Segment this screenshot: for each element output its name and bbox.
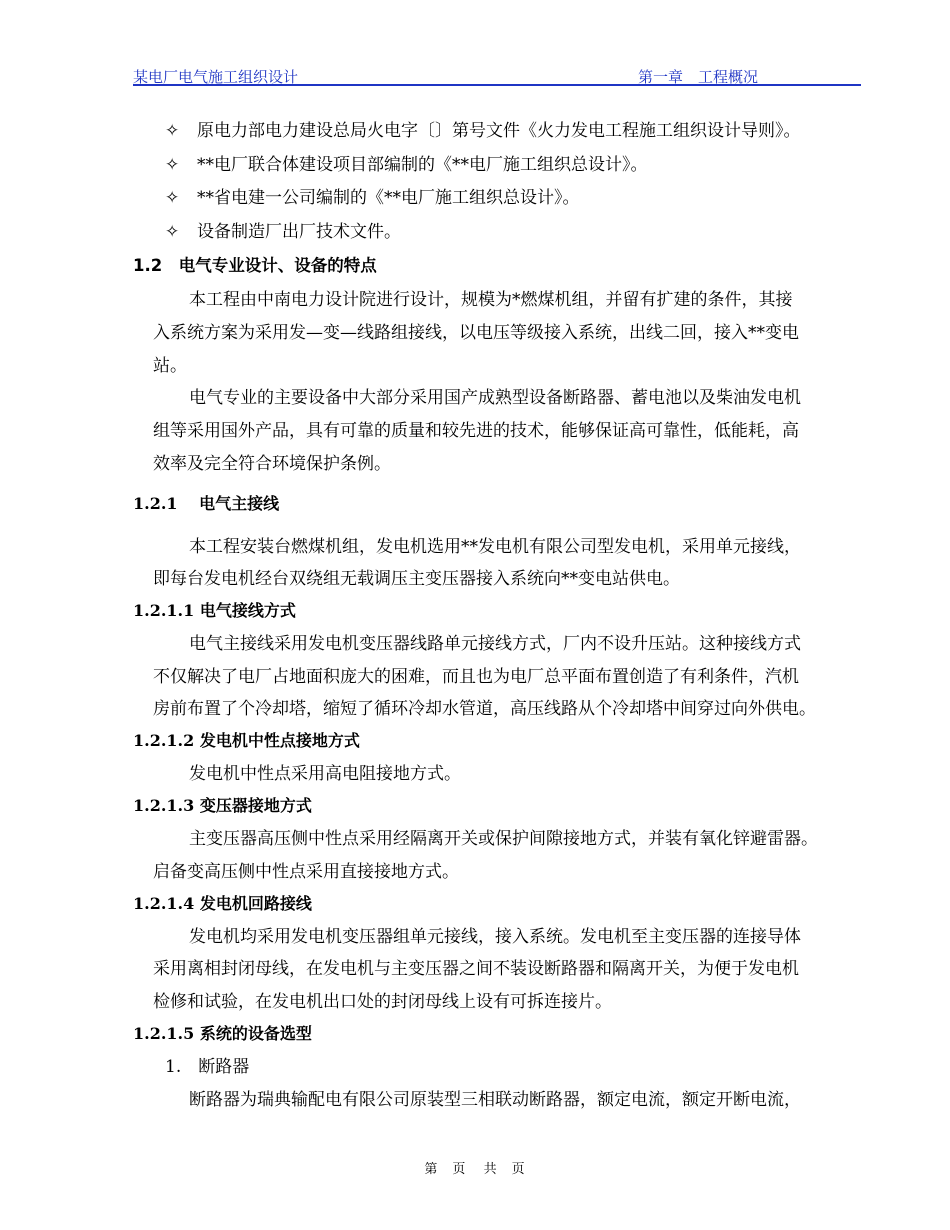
paragraph-line: 电气主接线采用发电机变压器线路单元接线方式，厂内不设升压站。这种接线方式 — [189, 634, 801, 654]
bullet-item-2: **电厂联合体建设项目部编制的《**电厂施工组织总设计》。 — [197, 155, 648, 175]
paragraph-line: 采用离相封闭母线，在发电机与主变压器之间不装设断路器和隔离开关，为便于发电机 — [153, 959, 799, 979]
page-footer — [0, 1158, 950, 1177]
paragraph-line: 电气专业的主要设备中大部分采用国产成熟型设备断路器、蓄电池以及柴油发电机 — [189, 388, 801, 408]
footer-total-pages: 共 页 — [483, 1162, 526, 1177]
paragraph-line: 本工程安装台燃煤机组，发电机选用**发电机有限公司型发电机，采用单元接线， — [189, 537, 801, 557]
heading-1-2-1-1: 1.2.1.1 电气接线方式 — [133, 601, 296, 620]
bullet-icon: ✧ — [165, 121, 180, 141]
bullet-icon: ✧ — [165, 188, 180, 208]
heading-1-2-1-4: 1.2.1.4 发电机回路接线 — [133, 894, 312, 913]
bullet-item-3: **省电建一公司编制的《**电厂施工组织总设计》。 — [197, 188, 580, 208]
header-rule — [133, 84, 861, 86]
heading-1-2: 1.2 电气专业设计、设备的特点 — [133, 256, 377, 275]
paragraph-line: 不仅解决了电厂占地面积庞大的困难，而且也为电厂总平面布置创造了有利条件，汽机 — [153, 667, 799, 687]
running-header-title: 某电厂电气施工组织设计 — [133, 68, 299, 86]
paragraph-line: 启备变高压侧中性点采用直接接地方式。 — [153, 862, 459, 882]
paragraph-line: 发电机均采用发电机变压器组单元接线，接入系统。发电机至主变压器的连接导体 — [189, 927, 801, 947]
heading-1-2-1-3: 1.2.1.3 变压器接地方式 — [133, 796, 312, 815]
paragraph-line: 断路器为瑞典输配电有限公司原装型三相联动断路器，额定电流，额定开断电流， — [189, 1090, 801, 1110]
running-header-chapter: 第一章 工程概况 — [638, 68, 759, 86]
footer-page-number: 第 页 — [424, 1162, 467, 1177]
paragraph-line: 主变压器高压侧中性点采用经隔离开关或保护间隙接地方式，并装有氧化锌避雷器。 — [189, 829, 818, 849]
heading-1-2-1-5: 1.2.1.5 系统的设备选型 — [133, 1024, 312, 1043]
heading-1-2-1-2: 1.2.1.2 发电机中性点接地方式 — [133, 731, 360, 750]
paragraph-line: 入系统方案为采用发—变—线路组接线，以电压等级接入系统，出线二回，接入**变电 — [153, 323, 799, 343]
paragraph-line: 效率及完全符合环境保护条例。 — [153, 454, 391, 474]
bullet-item-4: 设备制造厂出厂技术文件。 — [197, 222, 401, 242]
numbered-list-item: 1. 断路器 — [165, 1057, 250, 1077]
paragraph-line: 发电机中性点采用高电阻接地方式。 — [189, 764, 461, 784]
paragraph-line: 本工程由中南电力设计院进行设计，规模为*燃煤机组，并留有扩建的条件，其接 — [189, 290, 793, 310]
paragraph-line: 检修和试验，在发电机出口处的封闭母线上设有可拆连接片。 — [153, 992, 612, 1012]
heading-1-2-1: 1.2.1 电气主接线 — [133, 494, 280, 513]
paragraph-line: 站。 — [153, 356, 187, 376]
bullet-icon: ✧ — [165, 155, 180, 175]
bullet-item-1: 原电力部电力建设总局火电字〔〕第号文件《火力发电工程施工组织设计导则》。 — [197, 121, 801, 141]
paragraph-line: 即每台发电机经台双绕组无载调压主变压器接入系统向**变电站供电。 — [153, 569, 680, 589]
bullet-icon: ✧ — [165, 222, 180, 242]
paragraph-line: 组等采用国外产品，具有可靠的质量和较先进的技术，能够保证高可靠性，低能耗，高 — [153, 421, 799, 441]
paragraph-line: 房前布置了个冷却塔，缩短了循环冷却水管道，高压线路从个冷却塔中间穿过向外供电。 — [153, 699, 816, 719]
